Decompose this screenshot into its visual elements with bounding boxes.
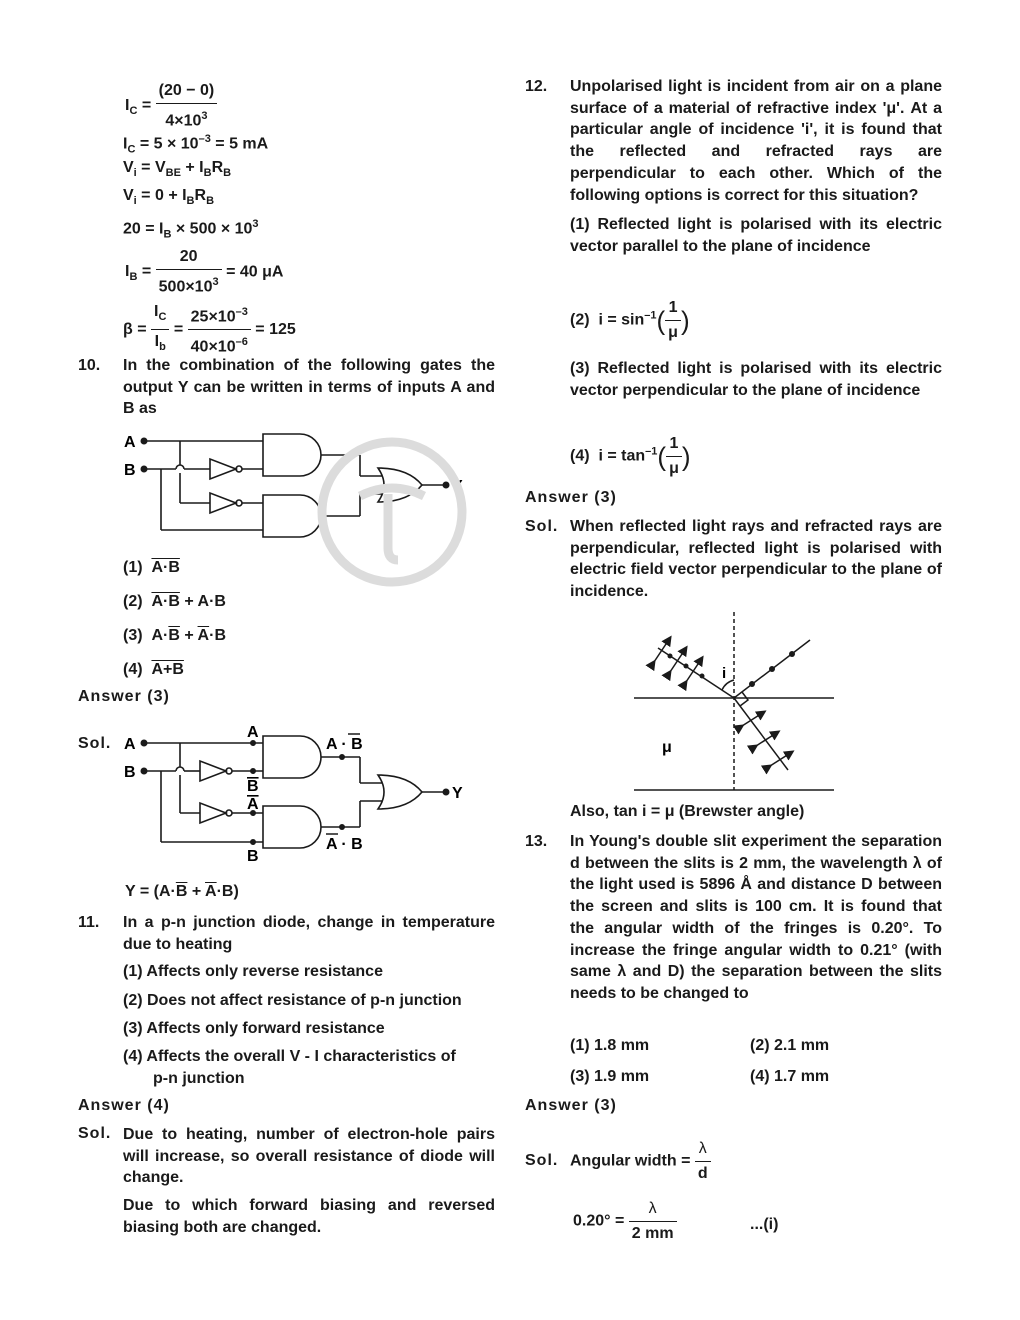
q10-option-2[interactable]: (2) A·B + A·B — [123, 593, 226, 610]
q12-option-4[interactable]: (4) $i = \tan^{-1}$( $\frac{1}{\mu}$ ) — [570, 435, 691, 477]
q10-sol-circuit — [120, 722, 470, 867]
sol-label-a: A — [124, 736, 136, 753]
sol-out-abar-b: A · B — [326, 836, 363, 853]
q11-sol-2: Due to which forward biasing and reversed biasing both are changed. — [123, 1197, 495, 1236]
q13-number: 13. — [525, 833, 548, 850]
sol-out-a-bbar: A · B — [326, 736, 363, 753]
q10-y-expression: $Y = (A\cdot\overline{B} + \overline{A}\cdot B)$ — [125, 883, 239, 900]
eq-beta: β = $\frac{I_C}{I_b}$ = $\frac{25\times 10^{-3}}{40\times 10^{-6}}$ = 125 — [123, 301, 296, 359]
eq-vi-2: $V_i = 0 + I_BR_B$ — [123, 187, 215, 208]
q11-option-1[interactable]: (1) Affects only reverse resistance — [123, 963, 383, 980]
sol-gate-in-b: B — [247, 848, 259, 865]
q13-text: In Young's double slit experiment the separation d between the slits is 2 mm, the wavelength λ of the light used is 5896 Å and distance D between the screen and slits is 100 cm. It is found that the angular width of the fringes is 0.20°. To increase the fringe angular width to 0.21° (with same λ and D) the separation between the slits needs to be changed to — [570, 833, 942, 1002]
sol-gate-in-a: A — [247, 724, 259, 741]
q11-option-4-cont: p-n junction — [153, 1070, 245, 1087]
q10-option-4[interactable]: (4) A+B — [123, 661, 184, 678]
q10-answer: Answer (3) — [78, 688, 170, 705]
q10-option-3[interactable]: (3) $A\cdot\overline{B} + \overline{A}\cdot B$ — [123, 627, 226, 644]
q11-number: 11. — [78, 914, 100, 931]
eq-ic-den: 4×10 — [165, 112, 202, 130]
q11-option-2[interactable]: (2) Does not affect resistance of p-n junction — [123, 992, 462, 1009]
q10-number: 10. — [78, 357, 101, 374]
q10-option-1[interactable]: (1) A·B — [123, 559, 180, 576]
eq-ic-value: $I_C = 5 \times 10^{-3} = 5$ mA — [123, 133, 269, 156]
q13-option-1[interactable]: (1) 1.8 mm — [570, 1037, 650, 1054]
q12-number: 12. — [525, 78, 548, 95]
q11-answer: Answer (4) — [78, 1097, 170, 1114]
q10-label-b: B — [124, 462, 136, 479]
q12-sol-label: Sol. — [525, 518, 559, 535]
q13-answer: Answer (3) — [525, 1097, 617, 1114]
brewster-diagram — [630, 610, 840, 792]
q10-text: In the combination of the following gates the output Y can be written in terms of inputs A and B as — [123, 357, 495, 418]
q12-option-3[interactable]: (3) Reflected light is polarised with its electric vector perpendicular to the plane of incidence — [570, 360, 942, 399]
q11-sol-label: Sol. — [78, 1125, 112, 1142]
eq-ic-fraction: $I_C$ = $\frac{(20 - 0)}{4\times 10^3}$ — [125, 80, 217, 132]
q13-option-4[interactable]: (4) 1.7 mm — [750, 1068, 830, 1085]
q13-eq: 0.20° = $\frac{\lambda}{2 mm}$ — [573, 1198, 677, 1245]
q13-sol-text: Angular width = $\frac{\lambda}{d}$ — [570, 1138, 711, 1185]
q11-text: In a p-n junction diode, change in temperature due to heating — [123, 914, 495, 953]
q11-option-3[interactable]: (3) Affects only forward resistance — [123, 1020, 385, 1037]
eq-ic-num: (20 − 0) — [156, 80, 218, 104]
sol-gate-in-bbar: B — [247, 778, 259, 795]
q12-answer: Answer (3) — [525, 489, 617, 506]
eq-vi-1: $V_i = V_{BE} + I_BR_B$ — [123, 159, 232, 180]
q10-sol-label: Sol. — [78, 735, 112, 752]
q12-sol-text: When reflected light rays and refracted rays are perpendicular, reflected light is polarised with electric field vector perpendicular to the plane of incidence. — [570, 518, 942, 601]
sol-gate-in-abar: A — [247, 796, 259, 813]
q10-label-a: A — [124, 434, 136, 451]
q11-option-4[interactable]: (4) Affects the overall V - I characteristics of — [123, 1048, 456, 1065]
eq-ib: $I_B$ = $\frac{20}{500\times 10^3}$ = 40 μA — [125, 248, 284, 296]
q13-sol-label: Sol. — [525, 1152, 559, 1169]
sol-label-y: Y — [452, 785, 463, 802]
q12-option-1[interactable]: (1) Reflected light is polarised with its electric vector parallel to the plane of incidence — [570, 216, 942, 255]
q11-sol-1: Due to heating, number of electron-hole pairs will increase, so overall resistance of diode will change. — [123, 1126, 495, 1187]
mu-label: μ — [662, 739, 672, 756]
eq-20: $20 = I_B \times 500 \times 10^3$ — [123, 218, 259, 241]
watermark-logo — [316, 436, 468, 588]
brewster-text: Also, tan i = μ (Brewster angle) — [570, 803, 805, 820]
q13-option-2[interactable]: (2) 2.1 mm — [750, 1037, 830, 1054]
q13-eq-tag: ...(i) — [750, 1216, 779, 1233]
q13-option-3[interactable]: (3) 1.9 mm — [570, 1068, 650, 1085]
q12-text: Unpolarised light is incident from air on a plane surface of a material of refractive index 'μ'. At a particular angle of incidence 'i', it is found that the reflected and refracted rays are perpendicular to each other. Which of the following options is correct for this situation? — [570, 78, 942, 204]
angle-i-label: i — [722, 665, 727, 682]
sol-label-b: B — [124, 764, 136, 781]
q10-label-y: Y — [452, 478, 463, 495]
q12-option-2[interactable]: (2) $i = \sin^{-1}$( $\frac{1}{\mu}$ ) — [570, 299, 690, 341]
